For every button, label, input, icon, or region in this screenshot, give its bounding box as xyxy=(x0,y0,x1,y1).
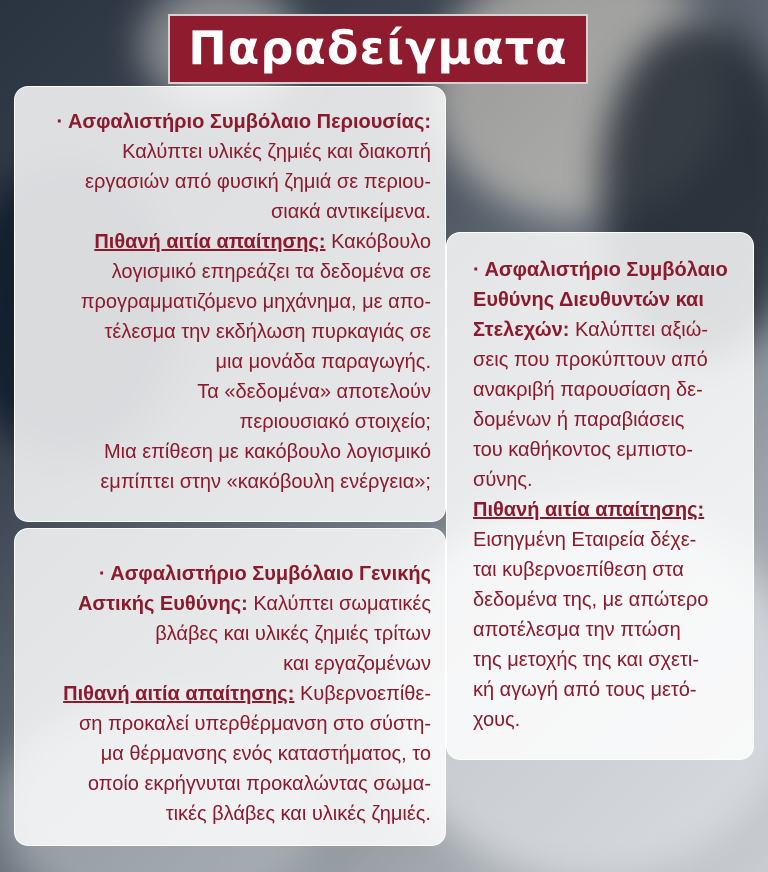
directors-line: ανακριβή παρουσίαση δε- xyxy=(473,379,703,401)
liability-line: βλάβες και υλικές ζημιές τρίτων xyxy=(155,623,431,645)
liability-cause-line: μα θέρμανσης ενός καταστήματος, το xyxy=(100,743,431,765)
property-cause-label: Πιθανή αιτία απαίτησης: xyxy=(94,231,326,253)
directors-insurance-card xyxy=(446,232,754,760)
property-cause xyxy=(29,227,431,257)
directors-cause-label: Πιθανή αιτία απαίτησης: xyxy=(473,499,705,521)
directors-line: του καθήκοντος εμπιστο- xyxy=(473,439,694,461)
property-cause-line: εμπίπτει στην «κακόβουλη ενέργεια»; xyxy=(100,471,431,493)
property-cause-line: Τα «δεδομένα» αποτελούν xyxy=(197,381,431,403)
liability-cause-line: οποίο εκρήγνυται προκαλώντας σωμα- xyxy=(87,773,431,795)
directors-cause-line: χους. xyxy=(473,709,521,731)
property-cause-line: προγραμματιζόμενο μηχάνημα, με απο- xyxy=(80,291,431,313)
property-insurance-card xyxy=(14,86,446,522)
directors-cause-line: της μετοχής της και σχετι- xyxy=(473,649,699,671)
property-cause-line: λογισμικό επηρεάζει τα δεδομένα σε xyxy=(111,261,431,283)
directors-cause-line: δεδομένα της, με απώτερο xyxy=(473,589,709,611)
property-line: σιακά αντικείμενα. xyxy=(270,201,431,223)
liability-line: και εργαζομένων xyxy=(283,653,431,675)
page-title: Παραδείγματα xyxy=(168,14,588,84)
property-cause-first: Κακόβουλο xyxy=(331,231,431,253)
liability-heading-end: Αστικής Ευθύνης: xyxy=(77,593,248,615)
liability-cause-label: Πιθανή αιτία απαίτησης: xyxy=(63,683,295,705)
liability-cause-first: Κυβερνοεπίθε- xyxy=(299,683,431,705)
liability-cause-line: ση προκαλεί υπερθέρμανση στο σύστη- xyxy=(78,713,431,735)
liability-cause-line: τικές βλάβες και υλικές ζημιές. xyxy=(165,803,431,825)
directors-after-heading: Καλύπτει αξιώ- xyxy=(575,319,708,341)
liability-insurance-card xyxy=(14,528,446,846)
directors-heading-end: Στελεχών: xyxy=(473,319,570,341)
property-cause-line: τέλεσμα την εκδήλωση πυρκαγιάς σε xyxy=(104,321,431,343)
property-heading: · Ασφαλιστήριο Συμβόλαιο Περιουσίας: xyxy=(56,111,431,133)
property-cause-line: μια μονάδα παραγωγής. xyxy=(215,351,431,373)
liability-cause xyxy=(29,679,431,709)
property-line: εργασιών από φυσική ζημιά σε περιου- xyxy=(85,171,431,193)
directors-line: σεις που προκύπτουν από xyxy=(473,349,708,371)
property-cause-line: περιουσιακό στοιχείο; xyxy=(239,411,431,433)
directors-heading: Ευθύνης Διευθυντών και xyxy=(473,289,704,311)
directors-heading-row xyxy=(473,315,739,345)
directors-line: δομένων ή παραβιάσεις xyxy=(473,409,685,431)
directors-cause-line: ται κυβερνοεπίθεση στα xyxy=(473,559,684,581)
directors-line: σύνης. xyxy=(473,469,533,491)
property-cause-line: Μια επίθεση με κακόβουλο λογισμικό xyxy=(103,441,431,463)
property-line: Καλύπτει υλικές ζημιές και διακοπή xyxy=(122,141,431,163)
liability-after-heading: Καλύπτει σωματικές xyxy=(253,593,431,615)
directors-cause-line: Εισηγμένη Εταιρεία δέχε- xyxy=(473,529,697,551)
liability-heading: · Ασφαλιστήριο Συμβόλαιο Γενικής xyxy=(98,563,431,585)
directors-cause-line: αποτέλεσμα την πτώση xyxy=(473,619,681,641)
liability-heading-row xyxy=(29,589,431,619)
directors-cause-line: κή αγωγή από τους μετό- xyxy=(473,679,697,701)
directors-heading: · Ασφαλιστήριο Συμβόλαιο xyxy=(473,259,728,281)
